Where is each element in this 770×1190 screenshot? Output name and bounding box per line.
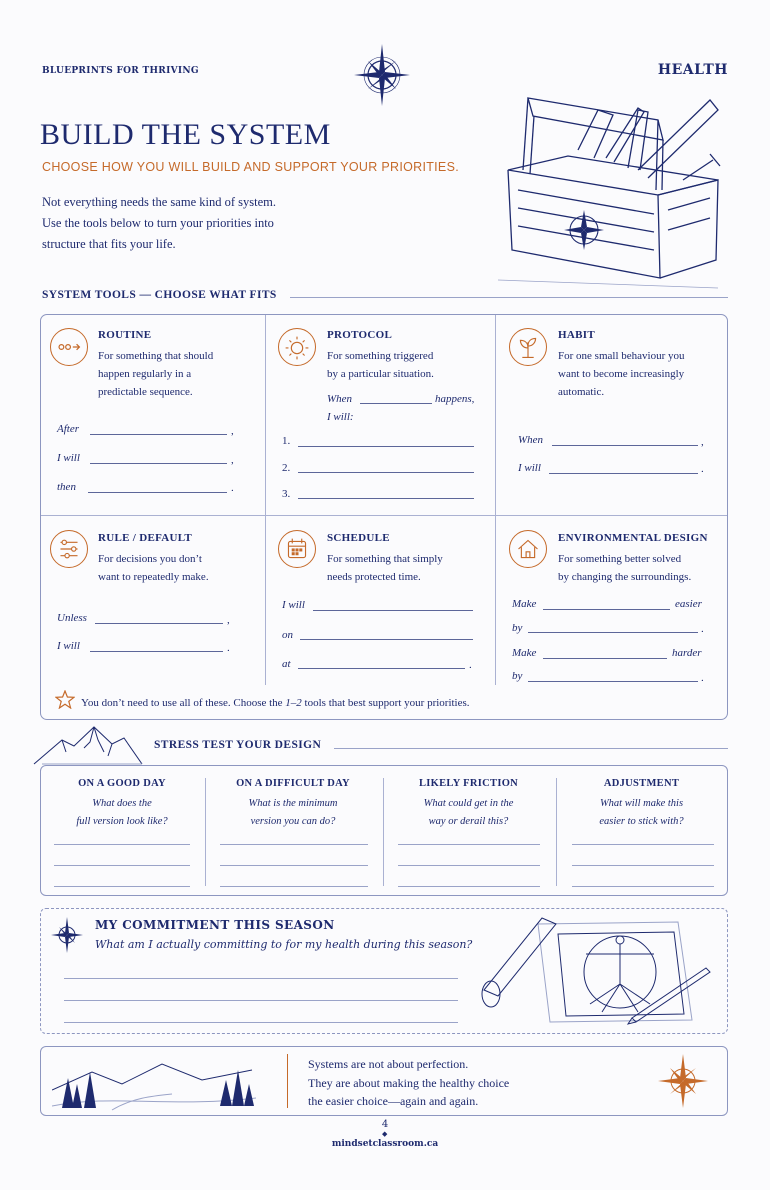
desc-line: easier to stick with? — [599, 816, 684, 827]
intro-text — [42, 192, 342, 255]
protocol-desc — [327, 347, 434, 383]
stress-column-title: ON A DIFFICULT DAY — [236, 778, 350, 789]
friction-line[interactable] — [398, 886, 540, 887]
adjustment-line[interactable] — [572, 865, 714, 866]
prompt-i-will: I will — [57, 452, 80, 464]
closing-quote — [308, 1055, 509, 1111]
rule-i-will-field[interactable] — [90, 651, 223, 652]
tip-text — [81, 697, 470, 709]
desc-line: For something triggered — [327, 350, 434, 362]
prompt-unless: Unless — [57, 612, 87, 624]
difficult-day-line[interactable] — [220, 865, 368, 866]
period: . — [469, 659, 472, 671]
prompt-at: at — [282, 658, 291, 670]
desc-line: What does the — [92, 798, 152, 809]
stress-column-title: ADJUSTMENT — [603, 778, 680, 789]
environment-title: ENVIRONMENTAL DESIGN — [558, 532, 708, 544]
schedule-at-field[interactable] — [298, 668, 465, 669]
period: . — [701, 672, 704, 684]
step-number: 1. — [282, 435, 291, 447]
desc-line: What is the minimum — [248, 798, 338, 809]
protocol-step-3-field[interactable] — [298, 498, 474, 499]
quote-line: They are about making the healthy choice — [308, 1075, 510, 1090]
divider — [41, 515, 727, 516]
compass-icon — [50, 916, 84, 954]
prompt-i-will: I will — [282, 599, 305, 611]
stress-column-desc — [40, 795, 204, 831]
quote-line: Systems are not about perfection. — [308, 1057, 469, 1071]
routine-after-field[interactable] — [90, 434, 227, 435]
comma: , — [231, 425, 234, 437]
desc-line: What could get in the — [423, 798, 514, 809]
prompt-make: Make — [512, 647, 537, 659]
routine-desc — [98, 347, 213, 401]
desc-line: version you can do? — [250, 816, 336, 827]
divider — [265, 315, 266, 685]
desc-line: For something that simply — [327, 553, 443, 565]
environment-desc — [558, 550, 691, 586]
schedule-i-will-field[interactable] — [313, 610, 473, 611]
divider — [290, 297, 728, 298]
commitment-line[interactable] — [64, 1000, 458, 1001]
desc-line: For something that should — [98, 350, 214, 362]
divider — [334, 748, 728, 749]
series-label: BLUEPRINTS FOR THRIVING — [42, 66, 199, 76]
landscape-illustration — [52, 1050, 256, 1112]
comma: , — [231, 454, 234, 466]
period: . — [231, 482, 234, 494]
adjustment-line[interactable] — [572, 886, 714, 887]
prompt-then: then — [57, 481, 76, 493]
house-icon — [509, 530, 547, 568]
habit-title: HABIT — [558, 329, 595, 341]
commitment-question: What am I actually committing to for my health during this season? — [95, 938, 473, 951]
calendar-icon — [278, 530, 316, 568]
page-number: 4 — [381, 1119, 389, 1130]
comma: , — [227, 614, 230, 626]
desc-line: predictable sequence. — [98, 386, 193, 398]
adjustment-line[interactable] — [572, 844, 714, 845]
protocol-step-2-field[interactable] — [298, 472, 474, 473]
prompt-i-will: I will — [518, 462, 541, 474]
rule-unless-field[interactable] — [95, 623, 223, 624]
desc-line: For one small behaviour you — [558, 350, 685, 362]
rule-title: RULE / DEFAULT — [98, 532, 193, 544]
desc-line: happen regularly in a — [98, 368, 192, 380]
quote-line: the easier choice—again and again. — [308, 1094, 479, 1108]
desc-line: What will make this — [599, 798, 684, 809]
intro-line: structure that fits your life. — [42, 237, 176, 251]
commitment-line[interactable] — [64, 978, 458, 979]
period: . — [701, 623, 704, 635]
schedule-desc — [327, 550, 443, 586]
friction-line[interactable] — [398, 865, 540, 866]
difficult-day-line[interactable] — [220, 886, 368, 887]
good-day-line[interactable] — [54, 865, 190, 866]
category-label: HEALTH — [657, 62, 728, 78]
intro-line: Use the tools below to turn your priorities into — [42, 216, 274, 230]
prompt-on: on — [282, 629, 293, 641]
prompt-i-will: I will — [57, 640, 80, 652]
desc-line: by a particular situation. — [327, 368, 434, 380]
mountain-illustration — [32, 724, 144, 766]
prompt-after: After — [57, 423, 79, 435]
habit-when-field[interactable] — [552, 445, 698, 446]
star-icon — [55, 690, 75, 709]
prompt-easier: easier — [675, 598, 702, 610]
sliders-icon — [50, 530, 88, 568]
protocol-title: PROTOCOL — [327, 329, 393, 341]
routine-title: ROUTINE — [98, 329, 152, 341]
commitment-line[interactable] — [64, 1022, 458, 1023]
stress-column-title: LIKELY FRICTION — [418, 778, 519, 789]
divider — [495, 315, 496, 685]
protocol-when-field[interactable] — [360, 403, 432, 404]
prompt-i-will: I will: — [327, 411, 354, 423]
habit-desc — [558, 347, 684, 401]
vitruvian-blueprint-illustration — [478, 910, 718, 1030]
diamond-icon: ◆ — [382, 1130, 388, 1138]
desc-line: by changing the surroundings. — [558, 571, 692, 583]
environment-by-2-field[interactable] — [528, 681, 698, 682]
desc-line: For decisions you don’t — [98, 553, 202, 565]
environment-easier-field[interactable] — [543, 609, 670, 610]
good-day-line[interactable] — [54, 886, 190, 887]
prompt-happens: happens, — [435, 393, 475, 405]
rule-desc — [98, 550, 209, 586]
sprout-icon — [509, 328, 547, 366]
commitment-title: MY COMMITMENT THIS SEASON — [95, 918, 335, 932]
tip-range: 1–2 — [285, 697, 302, 709]
intro-line: Not everything needs the same kind of system. — [42, 195, 276, 209]
prompt-by: by — [512, 622, 523, 634]
compass-icon — [656, 1052, 710, 1110]
stress-heading: STRESS TEST YOUR DESIGN — [154, 739, 322, 751]
stress-column-title: ON A GOOD DAY — [78, 778, 166, 789]
prompt-harder: harder — [672, 647, 702, 659]
compass-icon — [352, 42, 412, 108]
stress-column-desc — [204, 795, 382, 831]
sun-icon — [278, 328, 316, 366]
tip-part: You don’t need to use all of these. Choose the — [81, 697, 286, 709]
tools-heading: SYSTEM TOOLS — CHOOSE WHAT FITS — [42, 289, 277, 301]
page-subtitle: CHOOSE HOW YOU WILL BUILD AND SUPPORT YOUR PRIORITIES. — [42, 160, 459, 174]
website-link[interactable]: mindsetclassroom.ca — [331, 1139, 439, 1149]
desc-line: want to become increasingly — [558, 368, 685, 380]
prompt-when: When — [518, 434, 544, 446]
prompt-make: Make — [512, 598, 537, 610]
environment-by-1-field[interactable] — [528, 632, 698, 633]
period: . — [227, 642, 230, 654]
stress-column-desc — [555, 795, 728, 831]
protocol-step-1-field[interactable] — [298, 446, 474, 447]
routine-arrow-icon — [50, 328, 88, 366]
desc-line: want to repeatedly make. — [98, 571, 209, 583]
period: . — [701, 463, 704, 475]
prompt-by: by — [512, 670, 523, 682]
habit-i-will-field[interactable] — [549, 473, 698, 474]
tip-part: tools that best support your priorities. — [301, 697, 470, 709]
desc-line: For something better solved — [558, 553, 682, 565]
comma: , — [701, 436, 704, 448]
toolbox-illustration — [488, 90, 730, 290]
page-title: BUILD THE SYSTEM — [40, 118, 331, 151]
divider — [287, 1054, 288, 1108]
schedule-on-field[interactable] — [300, 639, 473, 640]
desc-line: needs protected time. — [327, 571, 421, 583]
difficult-day-line[interactable] — [220, 844, 368, 845]
good-day-line[interactable] — [54, 844, 190, 845]
desc-line: way or derail this? — [428, 816, 509, 827]
friction-line[interactable] — [398, 844, 540, 845]
stress-column-desc — [382, 795, 555, 831]
environment-harder-field[interactable] — [543, 658, 667, 659]
prompt-when: When — [327, 393, 353, 405]
desc-line: full version look like? — [76, 816, 168, 827]
step-number: 2. — [282, 462, 291, 474]
desc-line: automatic. — [558, 386, 605, 398]
routine-i-will-field[interactable] — [90, 463, 227, 464]
step-number: 3. — [282, 488, 291, 500]
schedule-title: SCHEDULE — [327, 532, 390, 544]
routine-then-field[interactable] — [88, 492, 227, 493]
